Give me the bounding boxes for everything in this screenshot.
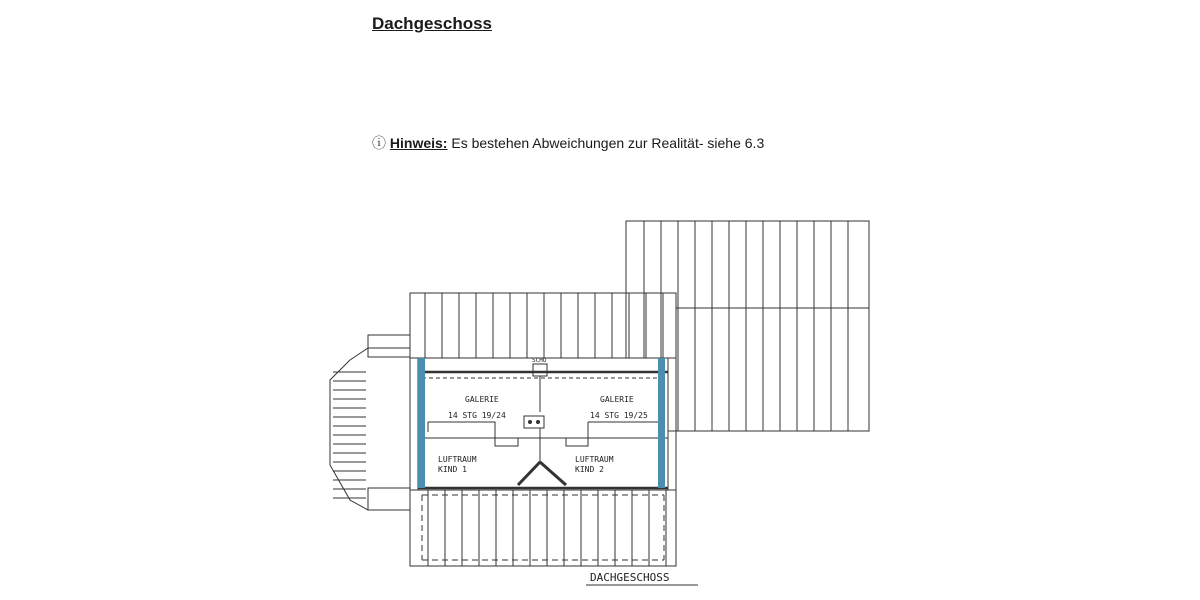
room-left-label-2: KIND 1 — [438, 465, 467, 474]
page-heading: Dachgeschoss — [372, 14, 492, 33]
roof-right-battens — [644, 221, 848, 431]
insulation-right — [658, 358, 665, 488]
roof-top-battens — [425, 293, 663, 358]
galerie-right-label: GALERIE — [600, 395, 634, 404]
room-right-label-2: KIND 2 — [575, 465, 604, 474]
room-left-label-1: LUFTRAUM — [438, 455, 477, 464]
stairs-right-label: 14 STG 19/25 — [590, 411, 648, 420]
roof-bottom-section — [410, 490, 676, 566]
hint-label: Hinweis: — [389, 135, 448, 151]
plan-caption: DACHGESCHOSS — [590, 571, 670, 584]
info-icon: ⓘ — [372, 135, 386, 151]
hint-text: Es bestehen Abweichungen zur Realität- siehe 6.3 — [447, 135, 765, 151]
room-right-label-1: LUFTRAUM — [575, 455, 614, 464]
insulation-left — [418, 358, 425, 488]
roof-top-section — [410, 293, 676, 358]
stairs-left-label: 14 STG 19/24 — [448, 411, 506, 420]
galerie-left-label: GALERIE — [465, 395, 499, 404]
chimney-label: SCHO — [532, 357, 547, 364]
roof-bottom-battens — [428, 490, 666, 566]
